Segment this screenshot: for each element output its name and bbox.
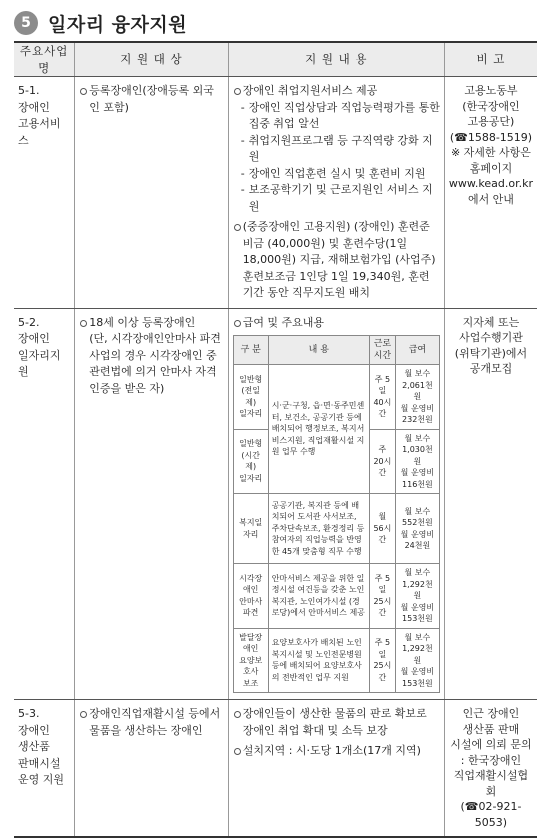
program-line: 고용서비스 <box>18 117 61 147</box>
note-line: 사업수행기관 <box>459 331 523 344</box>
content-cell <box>228 700 444 838</box>
job-type: 일반형 (전일제) 일자리 <box>233 365 268 430</box>
program-line: 5-3. <box>18 707 40 720</box>
content-extra: 설치지역 : 시·도당 1개소(17개 지역) <box>233 743 440 760</box>
table-row <box>14 77 537 309</box>
note-cell <box>444 308 537 700</box>
job-type: 발달장애인 요양보호사 보조 <box>233 628 268 693</box>
job-type: 일반형 (시간제) 일자리 <box>233 429 268 494</box>
job-pay: 월 보수 1,292천원 월 운영비 153천원 <box>395 564 439 629</box>
phone-number: (☎02-921-5053) <box>460 800 522 829</box>
job-hours: 주 5일 25시간 <box>369 628 395 693</box>
program-line: 일자리지원 <box>18 348 61 378</box>
job-pay: 월 보수 1,292천원 월 운영비 153천원 <box>395 628 439 693</box>
program-line: 장애인 <box>18 723 50 737</box>
note-cell <box>444 700 537 838</box>
content-main: 장애인 취업지원서비스 제공 <box>233 83 440 100</box>
program-line: 생산품 <box>18 740 50 753</box>
program-cell <box>14 77 75 309</box>
header-content: 지 원 내 용 <box>228 42 444 77</box>
note-line: 직업재활시설협회 <box>453 769 529 798</box>
content-dash-item: - 장애인 직업상담과 직업능력평가를 통한 집중 취업 알선 <box>233 100 440 133</box>
program-line: 운영 지원 <box>18 773 65 786</box>
note-line: : 한국장애인 <box>460 753 522 767</box>
website-link[interactable]: www.kead.or.kr <box>448 177 533 190</box>
program-line: 5-1. <box>18 84 40 97</box>
job-hours: 주 20시간 <box>369 429 395 494</box>
table-row <box>14 700 537 838</box>
content-cell <box>228 308 444 700</box>
target-cell <box>75 308 228 700</box>
job-types-table <box>233 335 440 693</box>
job-pay: 월 보수 552천원 월 운영비 24천원 <box>395 494 439 564</box>
sub-header-hours: 근로 시간 <box>369 336 395 365</box>
note-cell <box>444 77 537 309</box>
target-condition: (단, 시각장애인안마사 파견사업의 경우 시각장애인 중 관련법에 의거 안마사 자격 인증을 받은 자) <box>89 332 221 395</box>
support-table <box>14 41 537 838</box>
program-line: 판매시설 <box>18 756 61 770</box>
note-line: 고용노동부 <box>464 84 518 97</box>
note-line: 홈페이지 <box>469 161 513 175</box>
job-row <box>233 628 439 693</box>
note-line: ※ 자세한 사항은 <box>450 146 531 159</box>
job-row <box>233 564 439 629</box>
note-line: (위탁기관)에서 <box>454 346 528 360</box>
note-line: (한국장애인 <box>462 99 520 113</box>
program-line: 장애인 <box>18 100 50 114</box>
job-pay: 월 보수 1,030천원 월 운영비 116천원 <box>395 429 439 494</box>
section-number-badge: 5 <box>14 11 38 35</box>
header-program: 주요사업명 <box>14 42 75 77</box>
note-line: 고용공단) <box>467 115 515 128</box>
note-line: 인근 장애인 <box>462 707 520 720</box>
program-cell <box>14 308 75 700</box>
job-row <box>233 365 439 430</box>
note-line: (☎1588-1519) <box>449 130 533 144</box>
job-type: 시각장애인 안마사파견 <box>233 564 268 629</box>
job-type: 복지일자리 <box>233 494 268 564</box>
job-row <box>233 494 439 564</box>
program-cell <box>14 700 75 838</box>
table-row <box>14 308 537 700</box>
job-desc: 시·군·구청, 읍·면·동주민센터, 보건소, 공공기관 등에 배치되어 행정보조, 복지서비스지원, 직업재활시설 지원 업무 수행 <box>268 365 369 494</box>
content-dash-item: - 보조공학기기 및 근로지원인 서비스 지원 <box>233 182 440 215</box>
header-note: 비 고 <box>444 42 537 77</box>
target-cell <box>75 77 228 309</box>
note-line: 에서 안내 <box>467 192 514 206</box>
section-title <box>14 8 187 38</box>
job-hours: 주 5일 40시간 <box>369 365 395 430</box>
content-dash-item: - 장애인 직업훈련 실시 및 훈련비 지원 <box>233 166 440 183</box>
job-hours: 주 5일 25시간 <box>369 564 395 629</box>
job-hours: 월 56시간 <box>369 494 395 564</box>
note-line: 생산품 판매 <box>462 722 520 736</box>
content-cell <box>228 77 444 309</box>
sub-header-desc: 내 용 <box>268 336 369 365</box>
sub-header-type: 구 분 <box>233 336 268 365</box>
content-dash-item: - 취업지원프로그램 등 구직역량 강화 지원 <box>233 133 440 166</box>
section-title-text: 일자리 융자지원 <box>48 13 188 36</box>
note-line: 지자체 또는 <box>462 315 520 329</box>
sub-header-pay: 급여 <box>395 336 439 365</box>
program-line: 5-2. <box>18 315 40 329</box>
content-main: 장애인들이 생산한 물품의 판로 확보로 장애인 취업 확대 및 소득 보장 <box>233 706 440 739</box>
note-line: 시설에 의뢰 문의 <box>450 738 532 751</box>
job-desc: 요양보호사가 배치된 노인복지시설 및 노인전문병원 등에 배치되어 요양보호사의 전반적인 업무 지원 <box>268 628 369 693</box>
header-target: 지 원 대 상 <box>75 42 228 77</box>
content-main: 급여 및 주요내용 <box>233 315 440 332</box>
job-desc: 공공기관, 복지관 등에 배치되어 도서관 사서보조, 주차단속보조, 환경정리 등 참여자의 직업능력을 반영한 45개 맞춤형 직무 수행 <box>268 494 369 564</box>
target-text: 장애인직업재활시설 등에서 물품을 생산하는 장애인 <box>79 706 223 739</box>
note-line: 공개모집 <box>469 362 513 375</box>
job-desc: 안마서비스 제공을 위한 일정시설 여건등을 갖춘 노인복지관, 노인여가시설 (경로당)에서 안마서비스 제공 <box>268 564 369 629</box>
target-text: 등록장애인(장애등록 외국인 포함) <box>79 83 223 116</box>
table-header-row <box>14 42 537 77</box>
target-text: 18세 이상 등록장애인 <box>79 315 223 332</box>
sub-header-row <box>233 336 439 365</box>
job-pay: 월 보수 2,061천원 월 운영비 232천원 <box>395 365 439 430</box>
content-extra: (중증장애인 고용지원) (장애인) 훈련준비금 (40,000원) 및 훈련수당(1일 18,000원) 지급, 재해보험가입 (사업주) 훈련보조금 1인당 1일 19,340원, 훈련기간 동안 직무지도원 배치 <box>233 219 440 302</box>
program-line: 장애인 <box>18 332 50 345</box>
target-cell <box>75 700 228 838</box>
